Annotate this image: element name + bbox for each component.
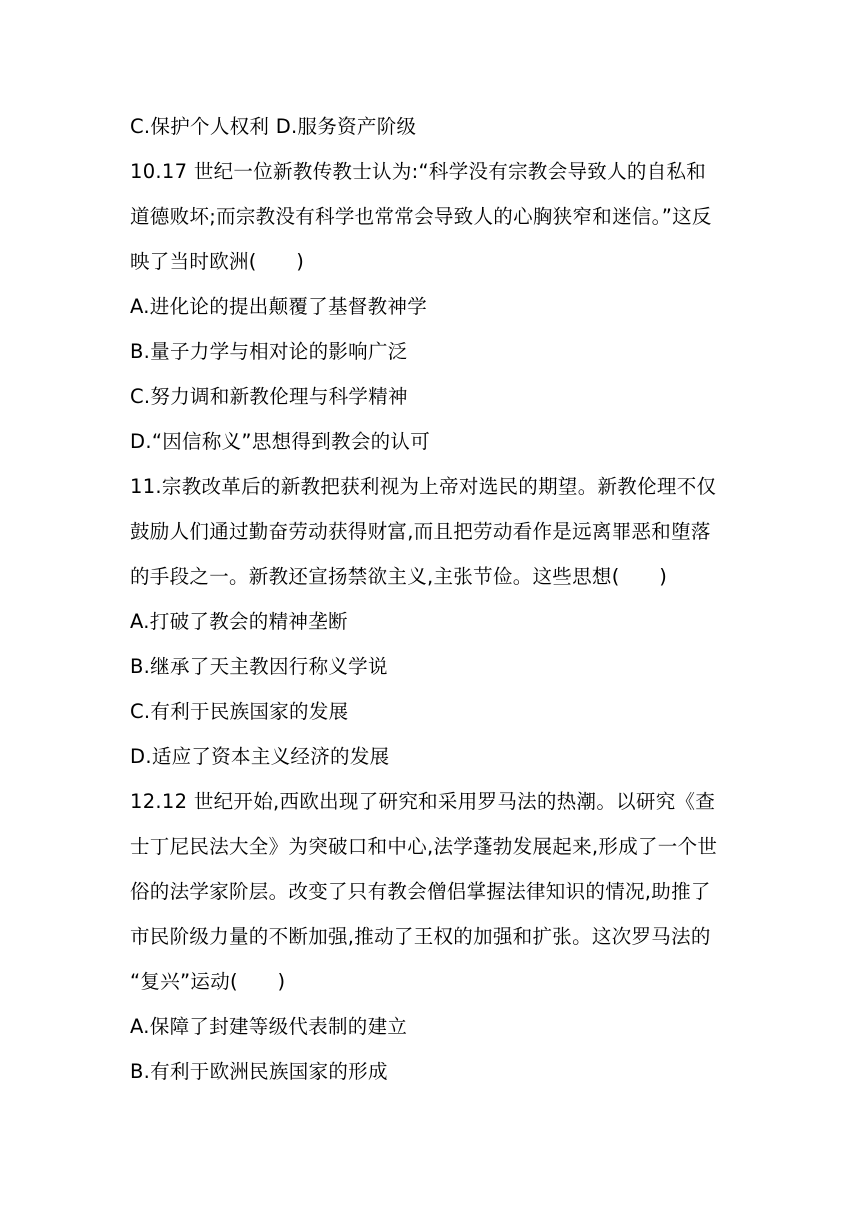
q10-option-d: D.“因信称义”思想得到教会的认可 xyxy=(130,430,431,453)
q10-option-c: C.努力调和新教伦理与科学精神 xyxy=(130,385,408,408)
q11-stem-line-2: 鼓励人们通过勤奋劳动获得财富,而且把劳动看作是远离罪恶和堕落 xyxy=(130,520,711,543)
q10-option-b: B.量子力学与相对论的影响广泛 xyxy=(130,340,408,363)
q12-option-b: B.有利于欧洲民族国家的形成 xyxy=(130,1060,388,1083)
q11-stem-line-1: 11.宗教改革后的新教把获利视为上帝对选民的期望。新教伦理不仅 xyxy=(130,475,717,498)
q11-option-b: B.继承了天主教因行称义学说 xyxy=(130,655,388,678)
q11-stem-line-3: 的手段之一。新教还宣扬禁欲主义,主张节俭。这些思想( ) xyxy=(130,565,668,588)
q10-stem-line-1: 10.17 世纪一位新教传教士认为:“科学没有宗教会导致人的自私和 xyxy=(130,160,707,183)
q10-stem-line-3: 映了当时欧洲( ) xyxy=(130,250,305,273)
q10-option-a: A.进化论的提出颠覆了基督教神学 xyxy=(130,295,427,318)
q12-stem-line-5: “复兴”运动( ) xyxy=(130,970,286,993)
q12-stem-line-4: 市民阶级力量的不断加强,推动了王权的加强和扩张。这次罗马法的 xyxy=(130,925,711,948)
q12-option-a: A.保障了封建等级代表制的建立 xyxy=(130,1015,408,1038)
q11-option-c: C.有利于民族国家的发展 xyxy=(130,700,349,723)
q11-option-d: D.适应了资本主义经济的发展 xyxy=(130,745,390,768)
q11-option-a: A.打破了教会的精神垄断 xyxy=(130,610,348,633)
q9-options-c-d: C.保护个人权利 D.服务资产阶级 xyxy=(130,115,417,138)
q12-stem-line-2: 士丁尼民法大全》为突破口和中心,法学蓬勃发展起来,形成了一个世 xyxy=(130,835,718,858)
q10-stem-line-2: 道德败坏;而宗教没有科学也常常会导致人的心胸狭窄和迷信。”这反 xyxy=(130,205,712,228)
q12-stem-line-3: 俗的法学家阶层。改变了只有教会僧侣掌握法律知识的情况,助推了 xyxy=(130,880,711,903)
q12-stem-line-1: 12.12 世纪开始,西欧出现了研究和采用罗马法的热潮。以研究《查 xyxy=(130,790,716,813)
